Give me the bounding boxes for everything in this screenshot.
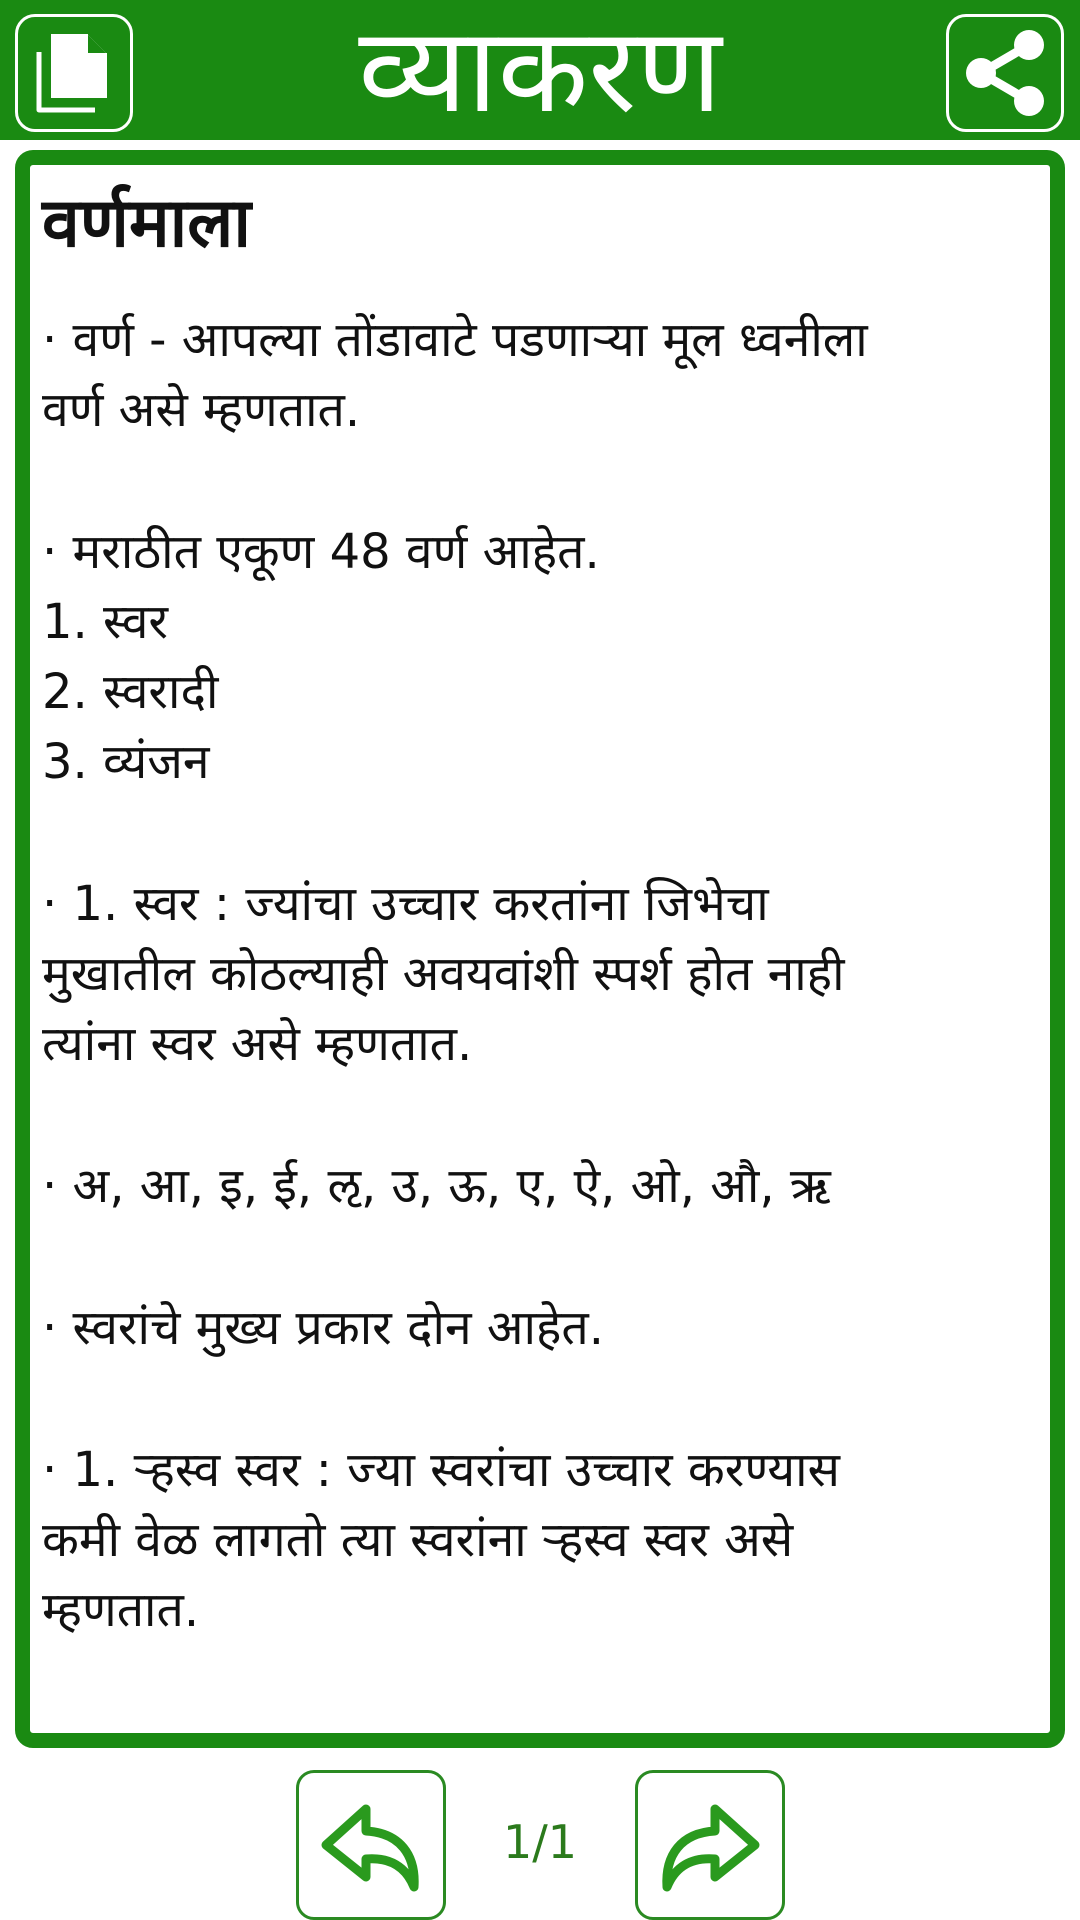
paragraph-line: वर्ण असे म्हणतात. [42,381,361,438]
lesson-paragraph [42,517,1032,797]
paragraph-line: कमी वेळ लागतो त्या स्वरांना ऱ्हस्व स्वर असे [42,1511,794,1568]
paragraph-line: 2. स्वरादी [42,663,219,720]
paragraph-line: · वर्ण - आपल्या तोंडावाटे पडणाऱ्या मूल ध्वनीला [42,311,868,368]
paragraph-line: · 1. स्वर : ज्यांचा उच्चार करतांना जिभेचा [42,875,769,932]
paragraph-line: 1. स्वर [42,593,169,650]
paragraph-line: · मराठीत एकूण 48 वर्ण आहेत. [42,523,600,580]
share-button[interactable] [946,14,1064,132]
paragraph-line: त्यांना स्वर असे म्हणतात. [42,1015,473,1072]
next-page-button[interactable] [635,1770,785,1920]
back-arrow-icon [316,1795,426,1895]
page-navigation [0,1760,1080,1920]
paragraph-line: · अ, आ, इ, ई, ऌ, उ, ऊ, ए, ऐ, ओ, औ, ऋ [42,1157,831,1214]
lesson-title: वर्णमाला [42,184,251,263]
app-header [0,0,1080,140]
lesson-paragraph [42,305,1032,445]
copy-button[interactable] [15,14,133,132]
lesson-paragraph [42,1435,1032,1645]
app-title: व्याकरण [358,1,722,139]
paragraph-line: 3. व्यंजन [42,733,210,790]
lesson-paragraph [42,1151,1032,1221]
lesson-paragraph [42,869,1032,1079]
paragraph-line: म्हणतात. [42,1581,200,1638]
copy-icon [29,28,119,118]
share-icon [957,25,1053,121]
paragraph-line: मुखातील कोठल्याही अवयवांशी स्पर्श होत नाही [42,945,845,1002]
paragraph-line: · 1. ऱ्हस्व स्वर : ज्या स्वरांचा उच्चार करण्यास [42,1441,840,1498]
page-indicator: 1/1 [502,1815,578,1869]
lesson-content [30,165,1050,1645]
paragraph-line: · स्वरांचे मुख्य प्रकार दोन आहेत. [42,1299,605,1356]
forward-arrow-icon [655,1795,765,1895]
previous-page-button[interactable] [296,1770,446,1920]
lesson-content-card[interactable] [15,150,1065,1748]
lesson-paragraph [42,1293,1032,1363]
